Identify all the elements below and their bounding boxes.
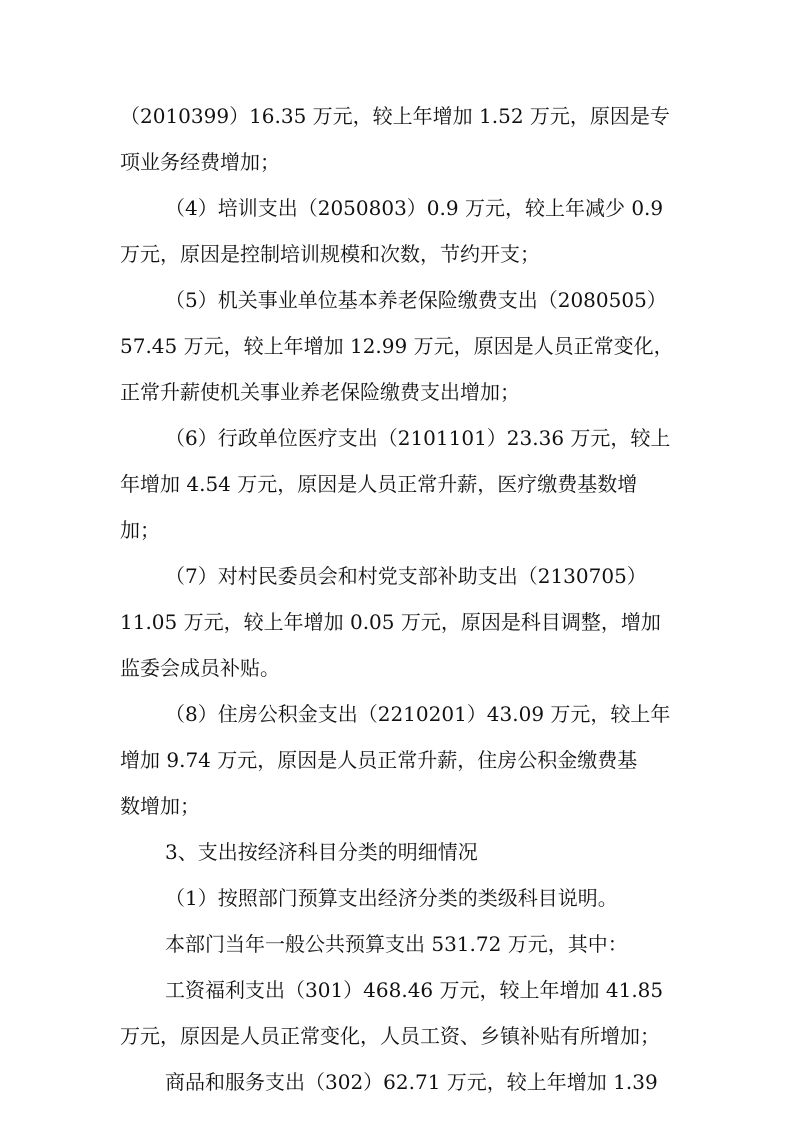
text-line: 本部门当年一般公共预算支出 531.72 万元，其中： bbox=[165, 932, 628, 956]
text-line: 项业务经费增加； bbox=[120, 150, 280, 174]
text-line: 万元，原因是控制培训规模和次数，节约开支； bbox=[120, 242, 540, 266]
text-line: 57.45 万元，较上年增加 12.99 万元，原因是人员正常变化， bbox=[120, 334, 674, 358]
text-line: 万元，原因是人员正常变化，人员工资、乡镇补贴有所增加； bbox=[120, 1024, 660, 1048]
text-line: （5）机关事业单位基本养老保险缴费支出（2080505） bbox=[165, 288, 667, 312]
text-line: （8）住房公积金支出（2210201）43.09 万元，较上年 bbox=[165, 702, 671, 726]
text-line: 数增加； bbox=[120, 794, 200, 818]
text-line: 工资福利支出（301）468.46 万元，较上年增加 41.85 bbox=[165, 978, 664, 1002]
text-line: （1）按照部门预算支出经济分类的类级科目说明。 bbox=[165, 886, 618, 910]
text-line: 年增加 4.54 万元，原因是人员正常升薪，医疗缴费基数增 bbox=[120, 472, 638, 496]
text-line: （2010399）16.35 万元，较上年增加 1.52 万元，原因是专 bbox=[120, 104, 670, 128]
text-line: 监委会成员补贴。 bbox=[120, 656, 280, 680]
section-heading: 3、支出按经济科目分类的明细情况 bbox=[165, 840, 478, 864]
text-line: 11.05 万元，较上年增加 0.05 万元，原因是科目调整，增加 bbox=[120, 610, 661, 634]
text-line: （6）行政单位医疗支出（2101101）23.36 万元，较上 bbox=[165, 426, 671, 450]
text-line: 增加 9.74 万元，原因是人员正常升薪，住房公积金缴费基 bbox=[120, 748, 638, 772]
text-line: 加； bbox=[120, 518, 160, 542]
text-line: （4）培训支出（2050803）0.9 万元，较上年减少 0.9 bbox=[165, 196, 664, 220]
text-line: （7）对村民委员会和村党支部补助支出（2130705） bbox=[165, 564, 647, 588]
text-line: 商品和服务支出（302）62.71 万元，较上年增加 1.39 bbox=[165, 1070, 658, 1094]
text-line: 正常升薪使机关事业养老保险缴费支出增加； bbox=[120, 380, 520, 404]
